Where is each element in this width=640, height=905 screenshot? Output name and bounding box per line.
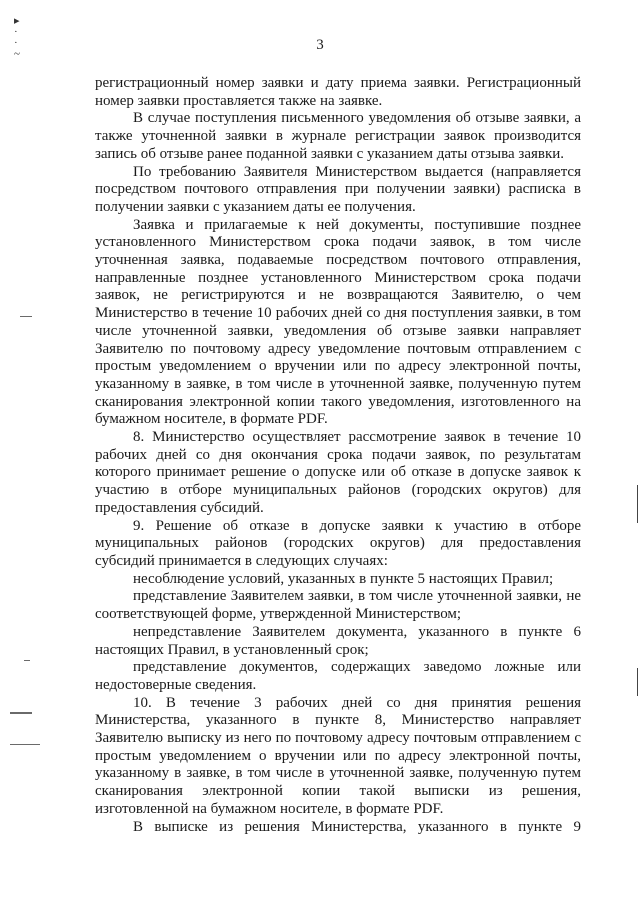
list-item-wrong-form: представление Заявителем заявки, в том числе уточненной заявки, не соответствующей форме, утвержденной Министерством; [95, 588, 581, 623]
margin-scan-mark [24, 660, 30, 661]
page-number: 3 [316, 37, 324, 53]
binding-edge-mark [637, 668, 638, 696]
margin-scan-mark [20, 316, 32, 317]
margin-scan-mark [10, 744, 40, 745]
paragraph-item-10: 10. В течение 3 рабочих дней со дня принятия решения Министерства, указанного в пункте 8, Министерство направляет Заявителю выписку из него по почтовому адресу почтовым отправлением с простым уведомлением о вручении или по адресу электронной почты, указанному в заявке, в том числе в уточненной заявке, полученную путем сканирования электронной копии такой выписки из решения, изготовленной на бумажном носителе, в формате PDF. [95, 694, 581, 817]
document-body [95, 75, 581, 836]
paragraph-continuation: регистрационный номер заявки и дату приема заявки. Регистрационный номер заявки проставляется также на заявке. [95, 75, 581, 109]
paragraph-withdrawal: В случае поступления письменного уведомления об отзыве заявки, а также уточненной заявки в журнале регистрации заявок производится запись об отзыве ранее поданной заявки с указанием даты отзыва заявки. [95, 110, 581, 162]
paragraph-receipt: По требованию Заявителя Министерством выдается (направляется посредством почтового отправления при получении заявки) расписка в получении заявки с указанием даты ее получения. [95, 163, 581, 215]
margin-scan-mark [10, 712, 32, 714]
paragraph-extract: В выписке из решения Министерства, указанного в пункте 9 [133, 818, 581, 835]
list-item-nonconformity: несоблюдение условий, указанных в пункте 5 настоящих Правил; [133, 570, 554, 587]
paragraph-late-applications: Заявка и прилагаемые к ней документы, поступившие позднее установленного Министерством срока подачи заявок, в том числе уточненная заявка, подаваемые посредством почтового отправления, направленные позднее установленного Министерством срока подачи заявок, не регистрируются и не возвращаются Заявителю, о чем Министерство в течение 10 рабочих дней со дня поступления заявки, в том числе уточненной заявки, уведомления об отзыве заявки направляет Заявителю по почтовому адресу уведомление почтовым отправлением с простым уведомлением о вручении или по адресу электронной почты, указанному в заявке, в том числе в уточненной заявке, полученную путем сканирования электронной копии такого уведомления, изготовленного на бумажном носителе, в формате PDF. [95, 216, 581, 428]
list-item-false-info: представление документов, содержащих заведомо ложные или недостоверные сведения. [95, 659, 581, 693]
corner-margin-marks: ▸ · · ~ [14, 15, 20, 60]
paragraph-item-8: 8. Министерство осуществляет рассмотрение заявок в течение 10 рабочих дней со дня окончания срока подачи заявок, по результатам которого принимает решение о допуске или об отказе в допуске заявок к участию в отборе муниципальных районов (городских округов) для предоставления субсидий. [95, 429, 581, 516]
list-item-missing-document: непредставление Заявителем документа, указанного в пункте 6 настоящих Правил, в установленный срок; [95, 623, 581, 658]
paragraph-item-9: 9. Решение об отказе в допуске заявки к участию в отборе муниципальных районов (городских округов) для предоставления субсидий принимается в следующих случаях: [95, 517, 581, 569]
binding-edge-mark [637, 485, 638, 523]
